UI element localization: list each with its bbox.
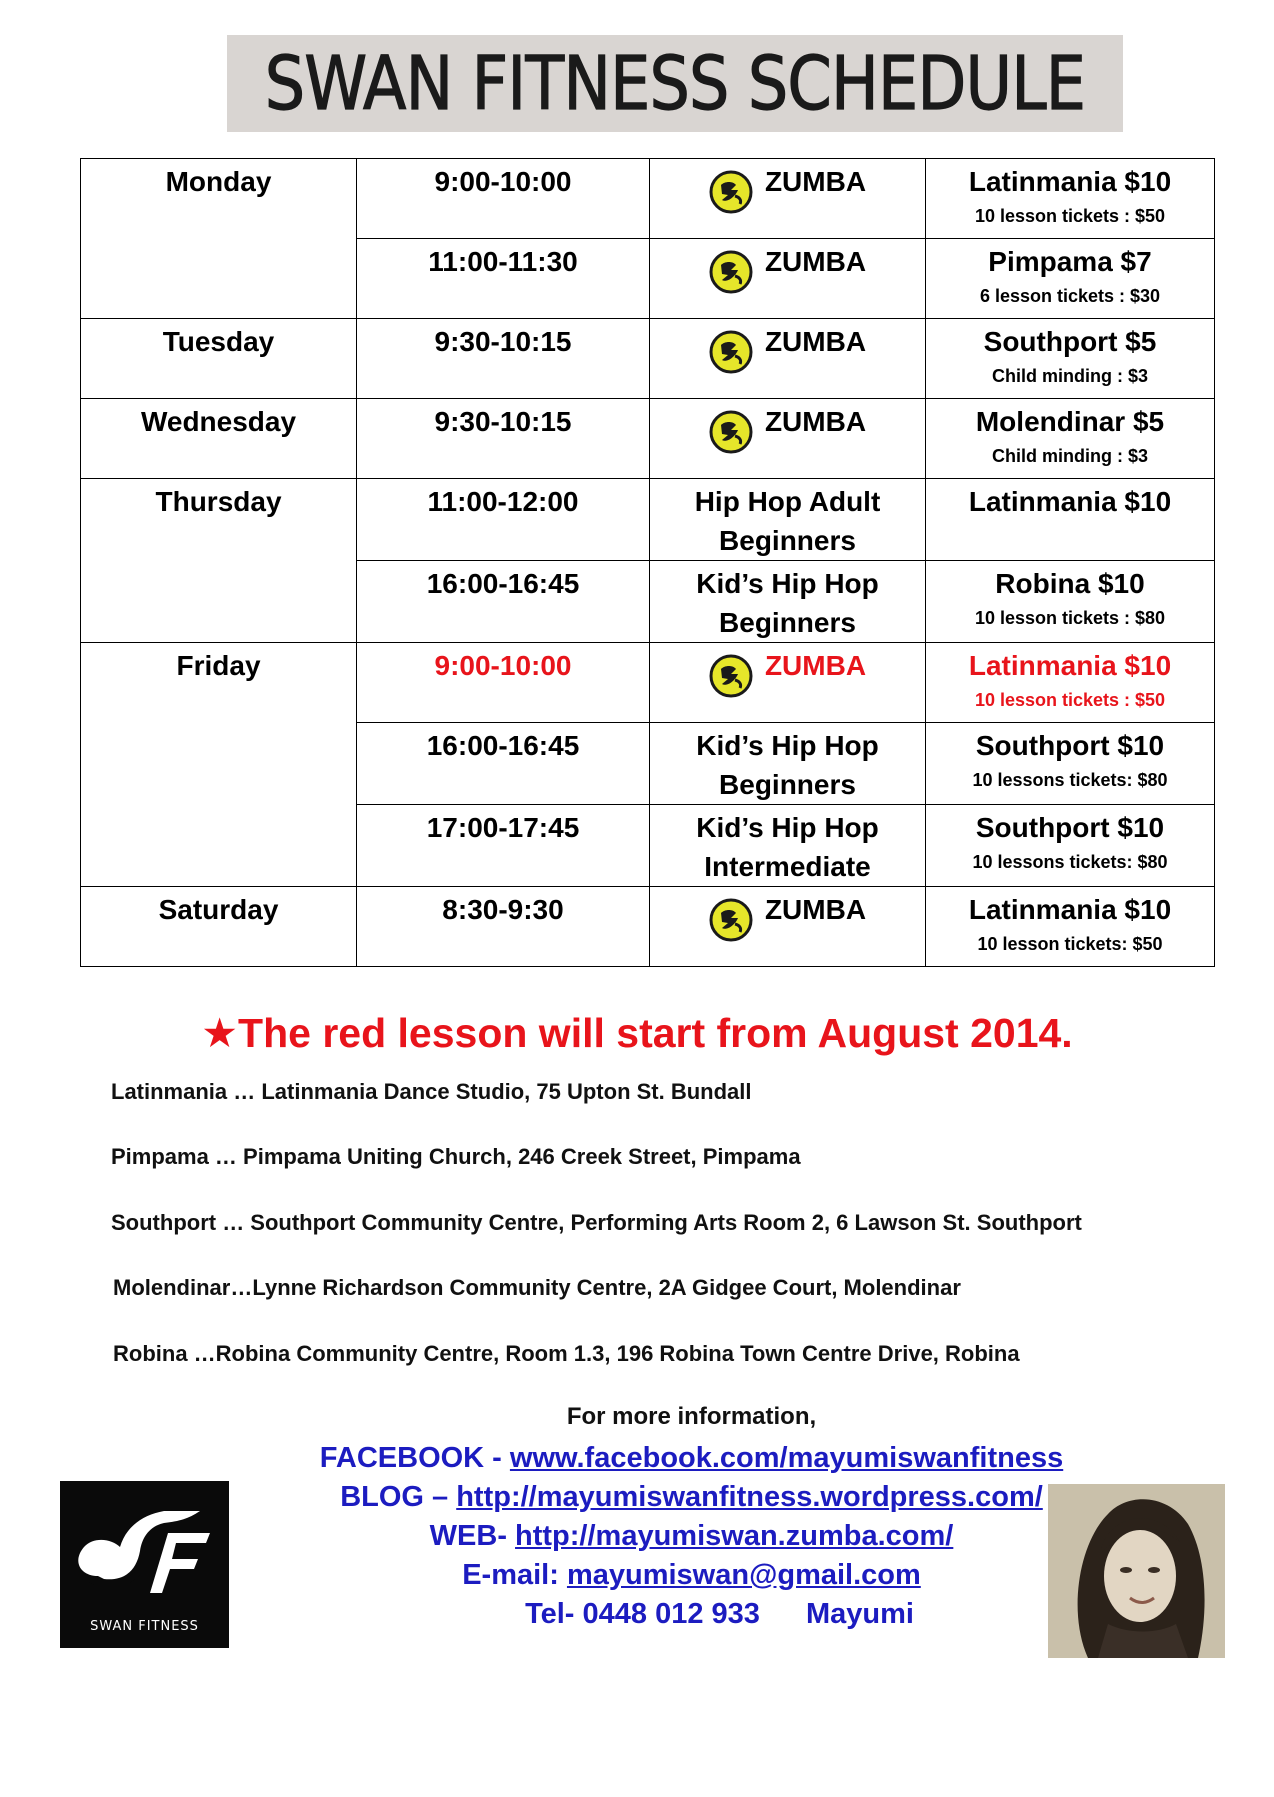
time-label: 17:00-17:45 [426,812,580,843]
class-level: Intermediate [704,851,871,882]
title-banner [227,35,1123,132]
location-label: Pimpama $7 [988,246,1152,277]
address-southport: Southport … Southport Community Centre, Performing Arts Room 2, 6 Lawson St. Southport [111,1210,1082,1235]
time-cell [357,479,650,561]
time-label: 16:00-16:45 [426,568,580,599]
time-cell [357,159,650,239]
address-latinmania: Latinmania … Latinmania Dance Studio, 75 Upton St. Bundall [111,1079,752,1104]
time-label: 9:30-10:15 [434,406,572,437]
class-cell [650,561,926,643]
location-label: Molendinar $5 [975,406,1165,437]
zumba-icon [709,898,753,942]
time-label: 9:00-10:00 [434,166,572,197]
day-label: Monday [165,166,272,197]
class-cell [650,399,926,479]
contact-name: Mayumi [805,1598,914,1630]
table-row [81,159,1215,239]
facebook-link[interactable]: www.facebook.com/mayumiswanfitness [509,1442,1064,1474]
class-label: ZUMBA [764,650,867,681]
class-cell [650,887,926,967]
day-cell [81,887,357,967]
time-label: 11:00-12:00 [427,486,579,517]
location-label: Latinmania $10 [968,486,1172,517]
class-label: ZUMBA [764,246,867,277]
address-pimpama: Pimpama … Pimpama Uniting Church, 246 Creek Street, Pimpama [111,1144,801,1169]
class-cell [650,239,926,319]
address-robina: Robina …Robina Community Centre, Room 1.3, 196 Robina Town Centre Drive, Robina [113,1341,1020,1366]
class-level: Beginners [719,769,856,800]
email-link[interactable]: mayumiswan@gmail.com [566,1559,921,1591]
more-info-label: For more information, [566,1403,817,1430]
class-label: ZUMBA [764,406,867,437]
time-cell [357,723,650,805]
zumba-icon [709,410,753,454]
location-cell [926,643,1215,723]
class-cell [650,159,926,239]
location-label: Latinmania $10 [968,650,1172,681]
class-label: ZUMBA [764,326,867,357]
price-note: Child minding : $3 [992,446,1148,466]
day-label: Friday [176,650,261,681]
schedule-table [80,158,1215,967]
day-label: Wednesday [140,406,297,437]
table-row [81,887,1215,967]
location-cell [926,561,1215,643]
table-row [81,643,1215,723]
time-cell [357,399,650,479]
day-cell [81,643,357,887]
zumba-icon [709,170,753,214]
class-cell [650,479,926,561]
location-cell [926,723,1215,805]
price-note: 10 lessons tickets: $80 [972,852,1168,872]
time-label: 8:30-9:30 [442,894,564,925]
tel-number: Tel- 0448 012 933 [525,1598,760,1630]
class-label: Kid’s Hip Hop [696,568,879,599]
class-label: Kid’s Hip Hop [696,812,879,843]
price-note: 10 lesson tickets : $50 [974,690,1166,710]
facebook-label: FACEBOOK - [319,1442,510,1474]
location-cell [926,887,1215,967]
location-cell [926,805,1215,887]
zumba-icon [709,330,753,374]
web-label: WEB- [429,1520,516,1552]
location-cell [926,239,1215,319]
class-cell [650,723,926,805]
day-cell [81,399,357,479]
class-cell [650,805,926,887]
day-cell [81,159,357,319]
blog-link[interactable]: http://mayumiswanfitness.wordpress.com/ [456,1481,1043,1513]
time-cell [357,319,650,399]
time-cell [357,887,650,967]
day-cell [81,479,357,643]
location-label: Southport $5 [983,326,1157,357]
swan-fitness-logo [60,1481,229,1648]
location-cell [926,319,1215,399]
facebook-line [0,1440,1274,1476]
class-level: Beginners [719,607,856,638]
profile-photo [1048,1484,1225,1658]
class-label: ZUMBA [764,166,867,197]
price-note: 10 lesson tickets : $80 [974,608,1166,628]
zumba-icon [709,654,753,698]
location-label: Southport $10 [975,730,1165,761]
day-label: Thursday [155,486,282,517]
location-label: Latinmania $10 [968,894,1172,925]
time-label: 9:00-10:00 [434,650,572,681]
time-cell [357,561,650,643]
address-molendinar: Molendinar…Lynne Richardson Community Centre, 2A Gidgee Court, Molendinar [113,1275,961,1300]
portrait-image [1048,1484,1225,1658]
location-label: Robina $10 [995,568,1145,599]
price-note: 10 lesson tickets : $50 [974,206,1166,226]
location-label: Latinmania $10 [968,166,1172,197]
sf-monogram-icon [60,1481,229,1611]
price-note: 10 lessons tickets: $80 [972,770,1168,790]
day-label: Saturday [158,894,279,925]
price-note: 10 lesson tickets: $50 [977,934,1163,954]
class-cell [650,319,926,399]
class-label: ZUMBA [764,894,867,925]
day-label: Tuesday [162,326,275,357]
table-row [81,399,1215,479]
zumba-icon [709,250,753,294]
logo-caption: SWAN FITNESS [90,1619,199,1634]
location-cell [926,399,1215,479]
class-label: Hip Hop Adult [694,486,881,517]
time-cell [357,805,650,887]
day-cell [81,319,357,399]
class-label: Kid’s Hip Hop [696,730,879,761]
class-cell [650,643,926,723]
table-row [81,479,1215,561]
blog-label: BLOG – [340,1481,457,1513]
class-level: Beginners [719,525,856,556]
web-link[interactable]: http://mayumiswan.zumba.com/ [515,1520,954,1552]
location-cell [926,159,1215,239]
price-note: Child minding : $3 [992,366,1148,386]
time-label: 16:00-16:45 [426,730,580,761]
table-row [81,319,1215,399]
notice-text: ★The red lesson will start from August 2014. [201,1010,1073,1056]
time-cell [357,643,650,723]
email-label: E-mail: [462,1559,567,1591]
time-label: 9:30-10:15 [434,326,572,357]
time-cell [357,239,650,319]
location-cell [926,479,1215,561]
time-label: 11:00-11:30 [428,246,578,277]
price-note: 6 lesson tickets : $30 [979,286,1161,306]
page-title: SWAN FITNESS SCHEDULE [264,40,1086,127]
location-label: Southport $10 [975,812,1165,843]
